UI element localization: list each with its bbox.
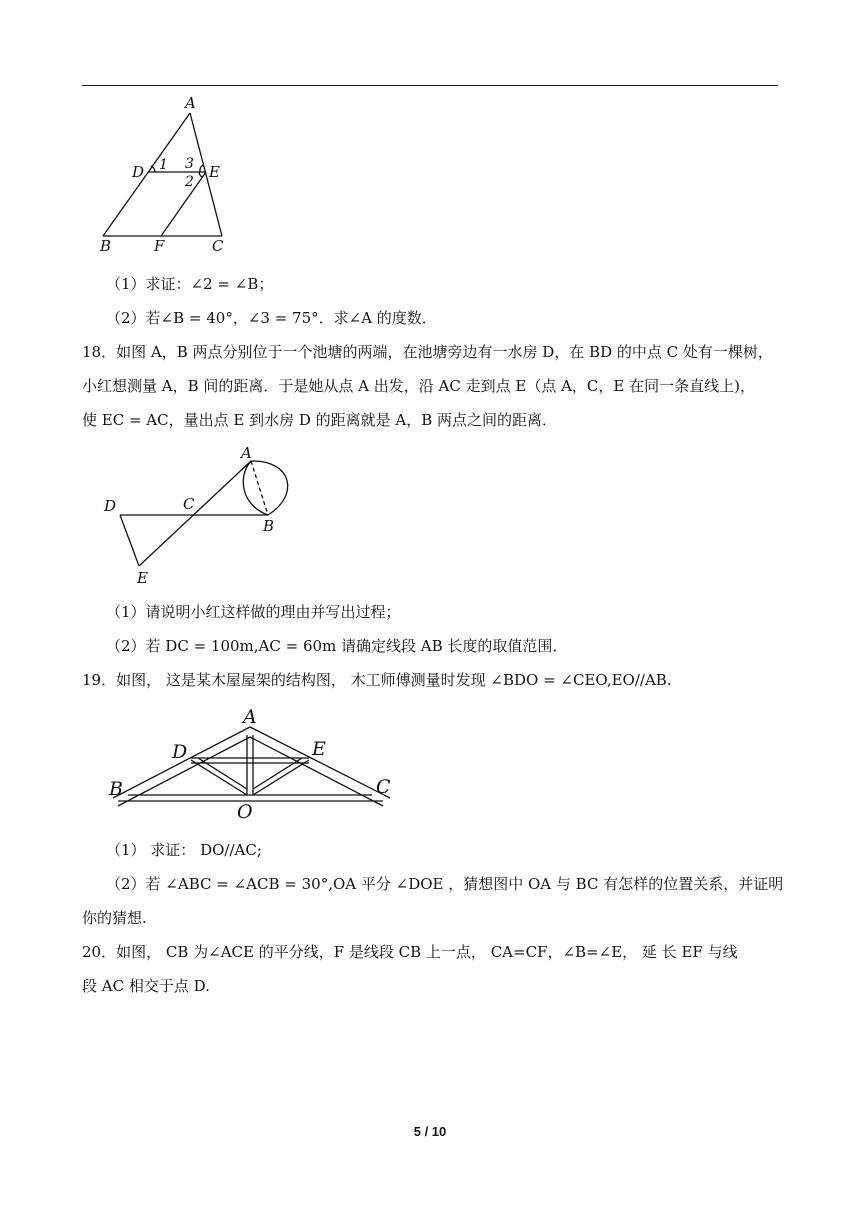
q18-text-line1: 18．如图 A，B 两点分别位于一个池塘的两端，在池塘旁边有一水房 D，在 BD 的中点 C 处有一棵树， — [82, 343, 773, 361]
label-C: C — [376, 776, 391, 798]
q19-part2-line1: （2）若 ∠ABC = ∠ACB = 30°,OA 平分 ∠DOE ，猜想图中 OA 与 BC 有怎样的位置关系，并证明 — [106, 875, 784, 893]
label-O: O — [237, 801, 253, 823]
q17-part1: （1）求证：∠2 = ∠B； — [106, 275, 274, 293]
brace-EO — [253, 760, 309, 795]
q19-part1: （1） 求证： DO//AC; — [106, 841, 262, 859]
q18-text-line3: 使 EC = AC，量出点 E 到水房 D 的距离就是 A，B 两点之间的距离． — [82, 411, 558, 429]
label-angle-1: 1 — [159, 157, 168, 173]
q20-text-line2: 段 AC 相交于点 D. — [82, 977, 210, 995]
page-number: 5 / 10 — [413, 1124, 447, 1139]
label-B: B — [109, 778, 123, 800]
label-B: B — [263, 517, 275, 535]
label-E: E — [137, 569, 148, 587]
label-D: D — [104, 497, 117, 515]
brace-DO — [191, 760, 247, 795]
label-A: A — [185, 94, 196, 112]
label-C: C — [212, 237, 224, 255]
label-A: A — [241, 444, 252, 462]
label-angle-2: 2 — [185, 174, 194, 190]
label-D: D — [172, 741, 188, 763]
q18-part2: （2）若 DC = 100m,AC = 60m 请确定线段 AB 长度的取值范围． — [106, 637, 568, 655]
label-C: C — [183, 495, 195, 513]
label-angle-3: 3 — [185, 156, 194, 172]
label-E: E — [209, 163, 220, 181]
q18-text-line2: 小红想测量 A，B 间的距离．于是她从点 A 出发，沿 AC 走到点 E（点 A，C，E 在同一条直线上)， — [82, 377, 755, 395]
label-F: F — [154, 237, 165, 255]
label-B: B — [100, 237, 112, 255]
label-E: E — [312, 738, 326, 760]
label-A: A — [243, 706, 257, 728]
q19-text-line1: 19．如图， 这是某木屋屋架的结构图， 木工师傅测量时发现 ∠BDO = ∠CEO,EO//AB. — [82, 671, 672, 689]
q20-text-line1: 20．如图， CB 为∠ACE 的平分线，F 是线段 CB 上一点， CA=CF，∠B=∠E， 延 长 EF 与线 — [82, 943, 738, 961]
q19-part2-line2: 你的猜想. — [82, 909, 147, 927]
q17-part2: （2）若∠B = 40°，∠3 = 75°．求∠A 的度数． — [106, 309, 437, 327]
label-D: D — [132, 163, 145, 181]
q18-part1: （1）请说明小红这样做的理由并写出过程； — [106, 603, 401, 621]
